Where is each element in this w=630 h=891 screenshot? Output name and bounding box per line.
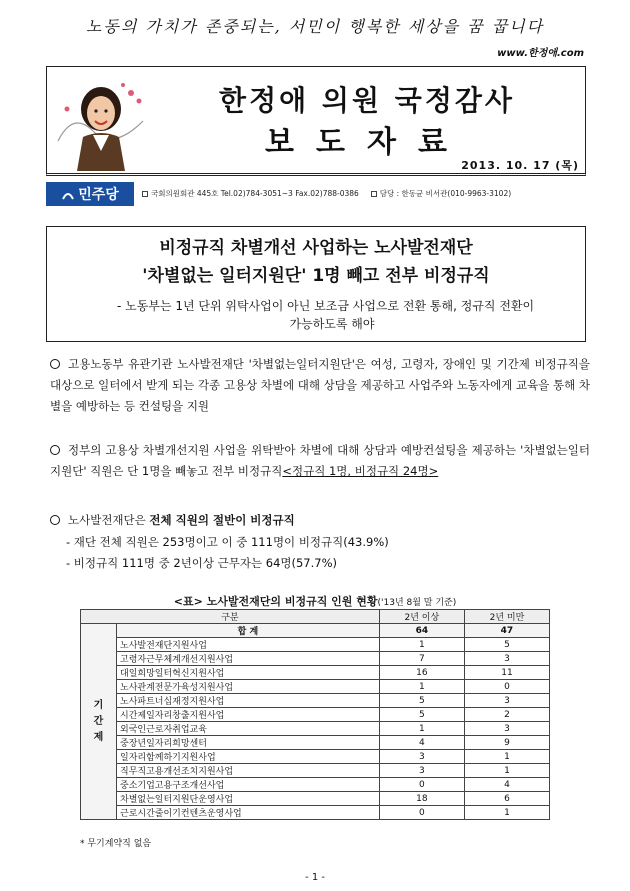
row-program-name: 노사발전재단지원사업 bbox=[117, 638, 380, 652]
headline-box bbox=[46, 226, 586, 342]
row-over-2y: 0 bbox=[379, 806, 464, 820]
report-date: 2013. 10. 17 (목) bbox=[461, 159, 579, 172]
table-row bbox=[81, 680, 550, 694]
table-row bbox=[81, 666, 550, 680]
contact-staff: 담당 : 한동균 비서관(010-9963-3102) bbox=[379, 189, 512, 198]
paragraph-2-underline: <정규직 1명, 비정규직 24명> bbox=[282, 464, 439, 478]
table-row bbox=[81, 778, 550, 792]
row-program-name: 노사파트너십재정지원사업 bbox=[117, 694, 380, 708]
row-program-name: 외국인근로자취업교육 bbox=[117, 722, 380, 736]
section-title-bold: 전체 직원의 절반이 비정규직 bbox=[149, 513, 295, 527]
row-under-2y: 3 bbox=[464, 694, 549, 708]
total-over-2y: 64 bbox=[379, 624, 464, 638]
staff-table bbox=[80, 609, 550, 820]
circle-bullet-icon bbox=[50, 445, 60, 455]
row-program-name: 근로시간줄이기컨텐츠운영사업 bbox=[117, 806, 380, 820]
section-title-plain: 노사발전재단은 bbox=[68, 513, 150, 527]
row-program-name: 중장년일자리희망센터 bbox=[117, 736, 380, 750]
website-link[interactable]: www.한정애.com bbox=[497, 48, 584, 59]
row-over-2y: 16 bbox=[379, 666, 464, 680]
contact-info bbox=[142, 188, 511, 199]
header-box bbox=[46, 66, 586, 176]
side-label: 기 간 제 bbox=[81, 624, 117, 820]
total-label: 합 계 bbox=[117, 624, 380, 638]
header-over-2y: 2년 이상 bbox=[379, 610, 464, 624]
row-over-2y: 3 bbox=[379, 764, 464, 778]
row-program-name: 노사관계전문가육성지원사업 bbox=[117, 680, 380, 694]
paragraph-2 bbox=[50, 440, 590, 482]
contact-office: 국회의원회관 445호 Tel.02)784-3051~3 Fax.02)788-0386 bbox=[151, 189, 359, 198]
section-title bbox=[50, 512, 295, 528]
table-row bbox=[81, 736, 550, 750]
row-over-2y: 5 bbox=[379, 708, 464, 722]
row-under-2y: 3 bbox=[464, 652, 549, 666]
row-over-2y: 5 bbox=[379, 694, 464, 708]
row-under-2y: 3 bbox=[464, 722, 549, 736]
row-program-name: 시간제일자리창출지원사업 bbox=[117, 708, 380, 722]
paragraph-1 bbox=[50, 354, 590, 417]
row-program-name: 일자리함께하기지원사업 bbox=[117, 750, 380, 764]
table-row bbox=[81, 694, 550, 708]
row-over-2y: 4 bbox=[379, 736, 464, 750]
table-caption-title: <표> 노사발전재단의 비정규직 인원 현황 bbox=[173, 595, 378, 608]
row-program-name: 차별없는일터지원단운영사업 bbox=[117, 792, 380, 806]
circle-bullet-icon bbox=[50, 515, 60, 525]
table-header-row bbox=[81, 610, 550, 624]
row-under-2y: 6 bbox=[464, 792, 549, 806]
table-row bbox=[81, 764, 550, 778]
circle-bullet-icon bbox=[50, 359, 60, 369]
table-footnote: * 무기계약직 없음 bbox=[80, 839, 152, 849]
row-over-2y: 1 bbox=[379, 638, 464, 652]
table-row bbox=[81, 792, 550, 806]
row-over-2y: 1 bbox=[379, 722, 464, 736]
headline-line-2: '차별없는 일터지원단' 1명 빼고 전부 비정규직 bbox=[142, 266, 490, 286]
checkbox-icon bbox=[142, 191, 148, 197]
table-row bbox=[81, 708, 550, 722]
row-under-2y: 2 bbox=[464, 708, 549, 722]
header-category: 구분 bbox=[81, 610, 380, 624]
table-row bbox=[81, 750, 550, 764]
row-under-2y: 5 bbox=[464, 638, 549, 652]
subtitle-line-2: 가능하도록 해야 bbox=[289, 317, 375, 331]
row-program-name: 고령자근무체계개선지원사업 bbox=[117, 652, 380, 666]
report-title: 한정애 의원 국정감사 bbox=[219, 84, 515, 117]
row-program-name: 대일희망일터혁신지원사업 bbox=[117, 666, 380, 680]
row-under-2y: 9 bbox=[464, 736, 549, 750]
page-number: - 1 - bbox=[305, 872, 325, 883]
row-program-name: 직무직고용개선조치지원사업 bbox=[117, 764, 380, 778]
table-caption-note: ('13년 8월 말 기준) bbox=[377, 598, 457, 608]
table-row bbox=[81, 806, 550, 820]
dash-item-1: - 재단 전체 직원은 253명이고 이 중 111명이 비정규직(43.9%) bbox=[66, 535, 389, 549]
table-row bbox=[81, 722, 550, 736]
headline-subtitle bbox=[117, 297, 547, 333]
row-under-2y: 0 bbox=[464, 680, 549, 694]
slogan: 노동의 가치가 존중되는, 서민이 행복한 세상을 꿈 꿉니다 bbox=[85, 17, 545, 36]
lawmaker-portrait-icon bbox=[53, 71, 153, 171]
paragraph-1-text: 고용노동부 유관기관 노사발전재단 '차별없는일터지원단'은 여성, 고령자, 장애인 및 기간제 비정규직을 대상으로 일터에서 받게 되는 각종 고용상 차별에 대해 상담을 제공하고 사업주와 노동자에게 교육을 통해 차별을 예방하는 등 컨설팅을 지원 bbox=[50, 357, 590, 413]
total-under-2y: 47 bbox=[464, 624, 549, 638]
headline-line-1: 비정규직 차별개선 사업하는 노사발전재단 bbox=[159, 238, 473, 258]
checkbox-icon bbox=[371, 191, 377, 197]
row-under-2y: 1 bbox=[464, 806, 549, 820]
row-over-2y: 0 bbox=[379, 778, 464, 792]
table-caption bbox=[0, 593, 630, 609]
party-row bbox=[46, 180, 586, 208]
row-under-2y: 11 bbox=[464, 666, 549, 680]
row-over-2y: 7 bbox=[379, 652, 464, 666]
party-logo bbox=[46, 182, 134, 206]
header-under-2y: 2년 미만 bbox=[464, 610, 549, 624]
report-subtitle: 보도자료 bbox=[265, 125, 469, 160]
party-name: 민주당 bbox=[78, 187, 119, 203]
subtitle-line-1: - 노동부는 1년 단위 위탁사업이 아닌 보조금 사업으로 전환 통해, 정규직 전환이 bbox=[117, 299, 535, 313]
row-program-name: 중소기업고용구조개선사업 bbox=[117, 778, 380, 792]
table-total-row bbox=[81, 624, 550, 638]
row-over-2y: 18 bbox=[379, 792, 464, 806]
row-under-2y: 4 bbox=[464, 778, 549, 792]
row-under-2y: 1 bbox=[464, 750, 549, 764]
row-over-2y: 1 bbox=[379, 680, 464, 694]
dash-item-2: - 비정규직 111명 중 2년이상 근무자는 64명(57.7%) bbox=[66, 556, 338, 570]
row-over-2y: 3 bbox=[379, 750, 464, 764]
paragraph-2-text: 정부의 고용상 차별개선지원 사업을 위탁받아 차별에 대해 상담과 예방컨설팅을 제공하는 '차별없는일터지원단' 직원은 단 1명을 빼놓고 전부 비정규직 bbox=[50, 443, 590, 478]
party-mark-icon bbox=[61, 187, 75, 201]
row-under-2y: 1 bbox=[464, 764, 549, 778]
table-row bbox=[81, 652, 550, 666]
table-row bbox=[81, 638, 550, 652]
